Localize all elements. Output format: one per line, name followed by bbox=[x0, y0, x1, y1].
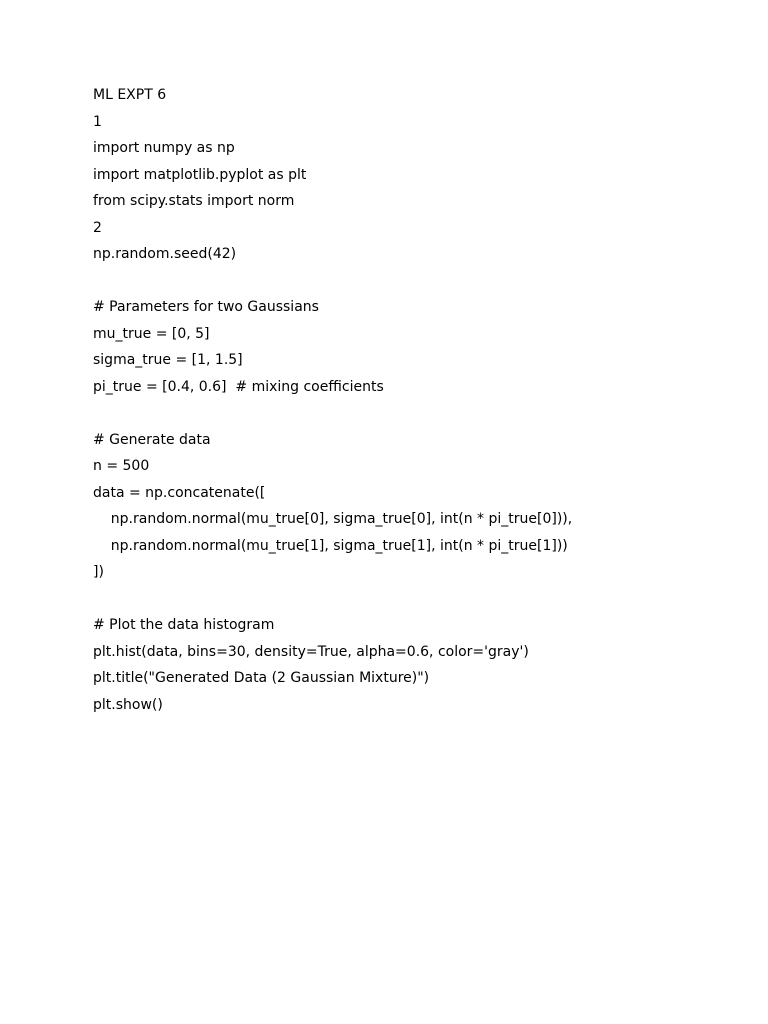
code-comment: # Parameters for two Gaussians bbox=[93, 299, 319, 315]
cell-number: 2 bbox=[93, 219, 102, 236]
code-comment: # Plot the data histogram bbox=[93, 617, 275, 633]
document-body bbox=[93, 84, 733, 720]
blank-line bbox=[93, 402, 733, 429]
code-line: ]) bbox=[93, 564, 104, 580]
code-line: plt.show() bbox=[93, 696, 163, 713]
document-title: ML EXPT 6 bbox=[93, 87, 167, 103]
code-line: np.random.seed(42) bbox=[93, 246, 237, 262]
code-line: pi_true = [0.4, 0.6] # mixing coefficients bbox=[93, 378, 384, 395]
code-line: mu_true = [0, 5] bbox=[93, 325, 210, 342]
code-line: import numpy as np bbox=[93, 140, 235, 156]
code-comment: # Generate data bbox=[93, 431, 211, 448]
blank-line bbox=[93, 270, 733, 297]
code-line: plt.title("Generated Data (2 Gaussian Mixture)") bbox=[93, 670, 430, 686]
code-line: np.random.normal(mu_true[1], sigma_true[1], int(n * pi_true[1])) bbox=[93, 537, 568, 554]
code-line: n = 500 bbox=[93, 458, 150, 474]
code-line: from scipy.stats import norm bbox=[93, 193, 295, 209]
code-line: import matplotlib.pyplot as plt bbox=[93, 166, 307, 183]
blank-line bbox=[93, 588, 733, 615]
code-line: plt.hist(data, bins=30, density=True, alpha=0.6, color='gray') bbox=[93, 643, 529, 660]
code-line: sigma_true = [1, 1.5] bbox=[93, 352, 243, 368]
code-line: np.random.normal(mu_true[0], sigma_true[0], int(n * pi_true[0])), bbox=[93, 511, 573, 527]
cell-number: 1 bbox=[93, 113, 102, 130]
code-line: data = np.concatenate([ bbox=[93, 484, 266, 501]
